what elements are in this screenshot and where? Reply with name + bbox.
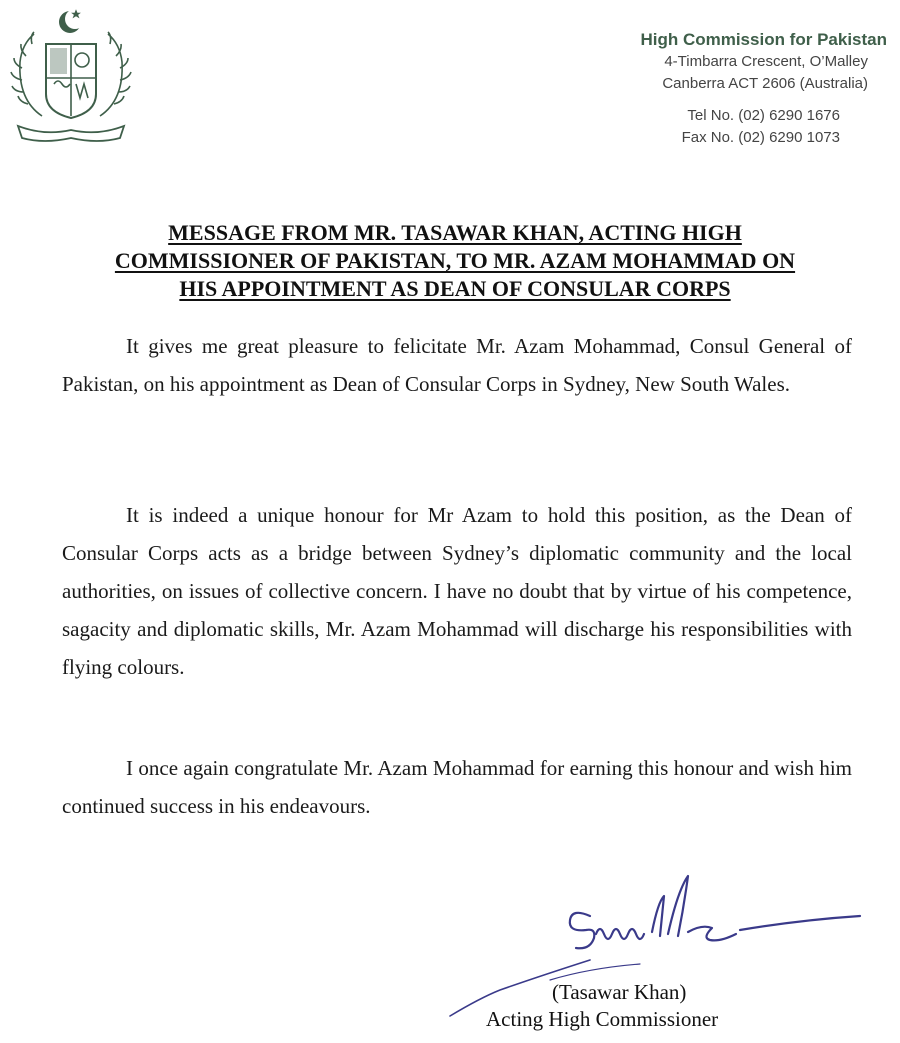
title-line-1: MESSAGE FROM MR. TASAWAR KHAN, ACTING HIGH (168, 220, 742, 245)
address-line-2: Canberra ACT 2606 (Australia) (662, 75, 868, 92)
body-paragraph-1 (62, 327, 852, 403)
signatory-title: Acting High Commissioner (486, 1007, 719, 1031)
paragraph-2-text: It is indeed a unique honour for Mr Azam to hold this position, as the Dean of Consular Corps acts as a bridge between Sydney’s diplomatic community and the local authorities, on issues of collective concern. I have no doubt that by virtue of his competence, sagacity and diplomatic skills, Mr. Azam Mohammad will discharge his responsibilities with flying colours. (62, 503, 852, 679)
paragraph-3-text: I once again congratulate Mr. Azam Mohammad for earning this honour and wish him continued success in his endeavours. (62, 756, 852, 818)
signatory-name: (Tasawar Khan) (552, 980, 687, 1004)
telephone-number: Tel No. (02) 6290 1676 (687, 107, 840, 124)
title-line-3: HIS APPOINTMENT AS DEAN OF CONSULAR CORPS (179, 276, 731, 301)
contact-block (592, 105, 840, 149)
address-line-1: 4-Timbarra Crescent, O’Malley (664, 53, 868, 70)
title-line-2: COMMISSIONER OF PAKISTAN, TO MR. AZAM MOHAMMAD ON (114, 248, 796, 273)
message-title (60, 219, 850, 303)
organization-name: High Commission for Pakistan (640, 30, 887, 49)
fax-number: Fax No. (02) 6290 1073 (681, 129, 840, 146)
body-paragraph-3 (62, 749, 852, 825)
pakistan-state-emblem-icon (4, 4, 134, 144)
letterhead (592, 29, 892, 149)
paragraph-1-text: It gives me great pleasure to felicitate Mr. Azam Mohammad, Consul General of Pakistan, on his appointment as Dean of Consular Corps in Sydney, New South Wales. (62, 334, 852, 396)
body-paragraph-2 (62, 496, 852, 686)
